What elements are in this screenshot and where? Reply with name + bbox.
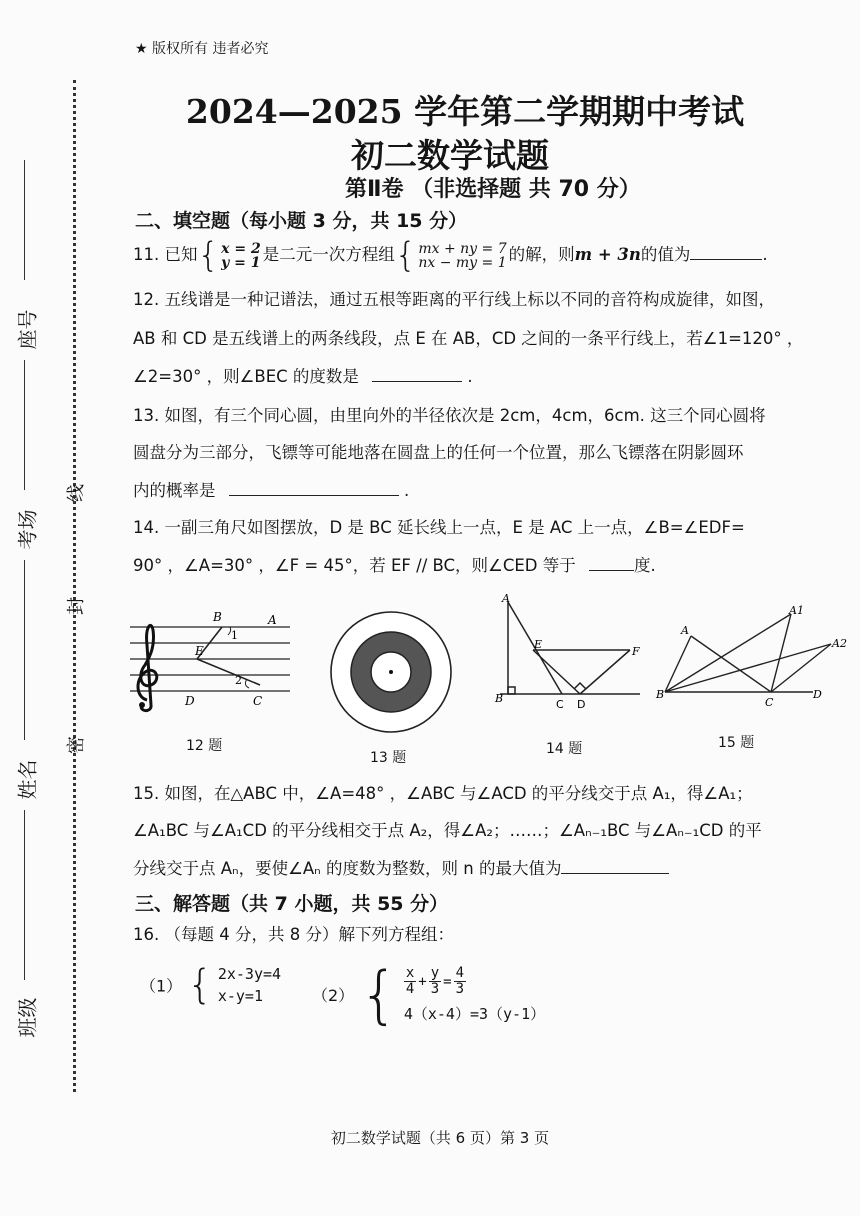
volume-heading: 第Ⅱ卷 （非选择题 共 70 分） [345,177,641,202]
q12-line2: AB 和 CD 是五线谱上的两条线段，点 E 在 AB，CD 之间的一条平行线上，若∠1=120° ， [133,329,804,348]
figure-12-caption: 12 题 [186,738,223,754]
q11-sol-y: y = 1 [221,254,261,271]
q14-answer-blank[interactable] [589,556,634,571]
q15-answer-blank[interactable] [561,859,669,874]
figure-13-concentric-circles [326,607,456,737]
q16-p2-x-num: x [405,965,415,981]
q16-part1: （1） { 2x-3y=4 x-y=1 [140,962,282,1008]
q12-line1: 12. 五线谱是一种记谱法，通过五根等距离的平行线上标以不同的音符构成旋律，如图， [133,290,775,309]
q11-suffix2: 的值为 [640,245,691,264]
question-14-line2 [133,556,656,576]
q13-line2: 圆盘分为三部分，飞镖等可能地落在圆盘上的任何一个位置，那么飞镖落在阴影圆环 [133,443,744,462]
seat-label: 座号 [15,309,40,350]
f12-label-2: 2 [235,674,242,687]
f12-label-1: 1 [231,629,238,642]
f15-label-A1: A1 [789,604,804,617]
q11-mid: 是二元一次方程组 [262,245,395,264]
q11-prefix: 11. 已知 [133,245,198,264]
seat-blank-line [24,160,25,280]
q16-p2-r-num: 4 [455,965,465,981]
q11-suffix1: 的解，则 [508,245,575,264]
class-blank-line [24,810,25,980]
q12-answer-blank[interactable] [372,367,462,382]
q11-answer-blank[interactable] [690,245,762,260]
q15-line1: 15. 如图，在△ABC 中，∠A=48° ，∠ABC 与∠ACD 的平分线交于点 A₁，得∠A₁； [133,784,753,803]
seal-dotted-line [73,80,76,1092]
q11-eq2: nx − my = 1 [418,254,507,271]
f15-label-C: C [765,696,774,709]
f15-label-A2: A2 [832,637,847,650]
question-12-line3: ∠2=30° ，则∠BEC 的度数是 . [133,367,473,386]
question-13-line3: 内的概率是 . [133,481,410,500]
q13-answer-blank[interactable] [229,481,399,496]
figure-12-staff [125,605,295,715]
q16-part2: （2） { $\frac{x}{4}$ + $\frac{y}{3}$ = $\frac{4}{3}$ 4（x-4）=3（y-1） [312,958,546,1031]
q16-p2-x-den: 4 [405,981,415,997]
room-label: 考场 [15,509,40,550]
q15-line2: ∠A₁BC 与∠A₁CD 的平分线相交于点 A₂，得∠A₂；……；∠Aₙ₋₁BC 与∠Aₙ₋₁CD 的平 [133,821,762,840]
q16-p1-eq1: 2x-3y=4 [217,965,282,983]
q16-p1-eq2: x-y=1 [217,987,263,1005]
q12-line3: ∠2=30° ，则∠BEC 的度数是 [133,367,359,386]
f14-label-D: D [577,698,586,711]
figure-13-caption: 13 题 [370,750,407,766]
f12-label-B: B [213,610,222,624]
f12-label-C: C [253,694,263,708]
q11-sol-x: x = 2 [221,240,261,257]
q13-line3: 内的概率是 [133,481,216,500]
f12-label-E: E [195,644,204,658]
seal-char-feng: 封 [66,597,87,615]
q14-line1: 14. 一副三角尺如图摆放，D 是 BC 延长线上一点，E 是 AC 上一点，∠B=∠EDF= [133,518,745,537]
q16-p2-plus: + [418,973,427,990]
q14-line2: 90° ，∠A=30° ，∠F = 45°，若 EF // BC，则∠CED 等于 [133,556,576,575]
q13-line1: 13. 如图，有三个同心圆，由里向外的半径依次是 2cm，4cm，6cm. 这三个同心圆将 [133,406,766,425]
q16-stem: 16. （每题 4 分，共 8 分）解下列方程组： [133,925,454,944]
exam-title: 2024—2025 学年第二学期期中考试 [185,92,745,131]
q16-p2-y-num: y [430,965,440,981]
q15-line3: 分线交于点 Aₙ，要使∠Aₙ 的度数为整数，则 n 的最大值为 [133,859,562,878]
figure-14-caption: 14 题 [546,741,583,757]
f15-label-A: A [681,624,689,637]
q11-eq1: mx + ny = 7 [418,240,507,257]
q16-p2-y-den: 3 [430,981,440,997]
figure-15-caption: 15 题 [718,735,755,751]
q16-p2-r-den: 3 [455,981,465,997]
room-blank-line [24,360,25,490]
f14-label-B: B [495,692,504,705]
q16-p2-equals: = [443,973,452,990]
f12-label-D: D [185,694,195,708]
q16-p2-label: （2） [312,986,355,1005]
section2-heading: 二、填空题（每小题 3 分，共 15 分） [135,210,468,232]
f12-label-A: A [268,613,277,627]
f15-label-D: D [813,688,822,701]
q16-p2-eq2: 4（x-4）=3（y-1） [403,1005,546,1023]
f14-label-E: E [534,638,543,651]
class-label: 班级 [15,997,40,1038]
name-label: 姓名 [15,759,40,800]
f14-label-C: C [556,698,564,711]
f14-label-A: A [502,592,510,605]
seal-char-xian: 线 [66,484,87,502]
exam-subtitle: 初二数学试题 [351,136,549,175]
name-blank-line [24,560,25,740]
q14-line2-suffix: 度. [634,556,656,575]
copyright-notice: ★ 版权所有 违者必究 [135,41,269,57]
figure-14-set-squares [490,592,650,717]
question-15-line3 [133,859,669,879]
page-footer: 初二数学试题（共 6 页）第 3 页 [330,1129,550,1147]
section3-heading: 三、解答题（共 7 小题，共 55 分） [135,893,449,915]
q16-p1-label: （1） [140,976,183,996]
f14-label-F: F [632,645,640,658]
figure-15-angle-bisectors [653,600,853,710]
question-11: 11. 已知{ x = 2 y = 1 是二元一次方程组{ mx + ny = 7 nx − my = 1 的解，则m + 3n的值为 . [133,235,768,276]
q11-expr: m + 3n [574,245,641,264]
f15-label-B: B [656,688,665,701]
seal-char-mi: 密 [66,736,87,754]
